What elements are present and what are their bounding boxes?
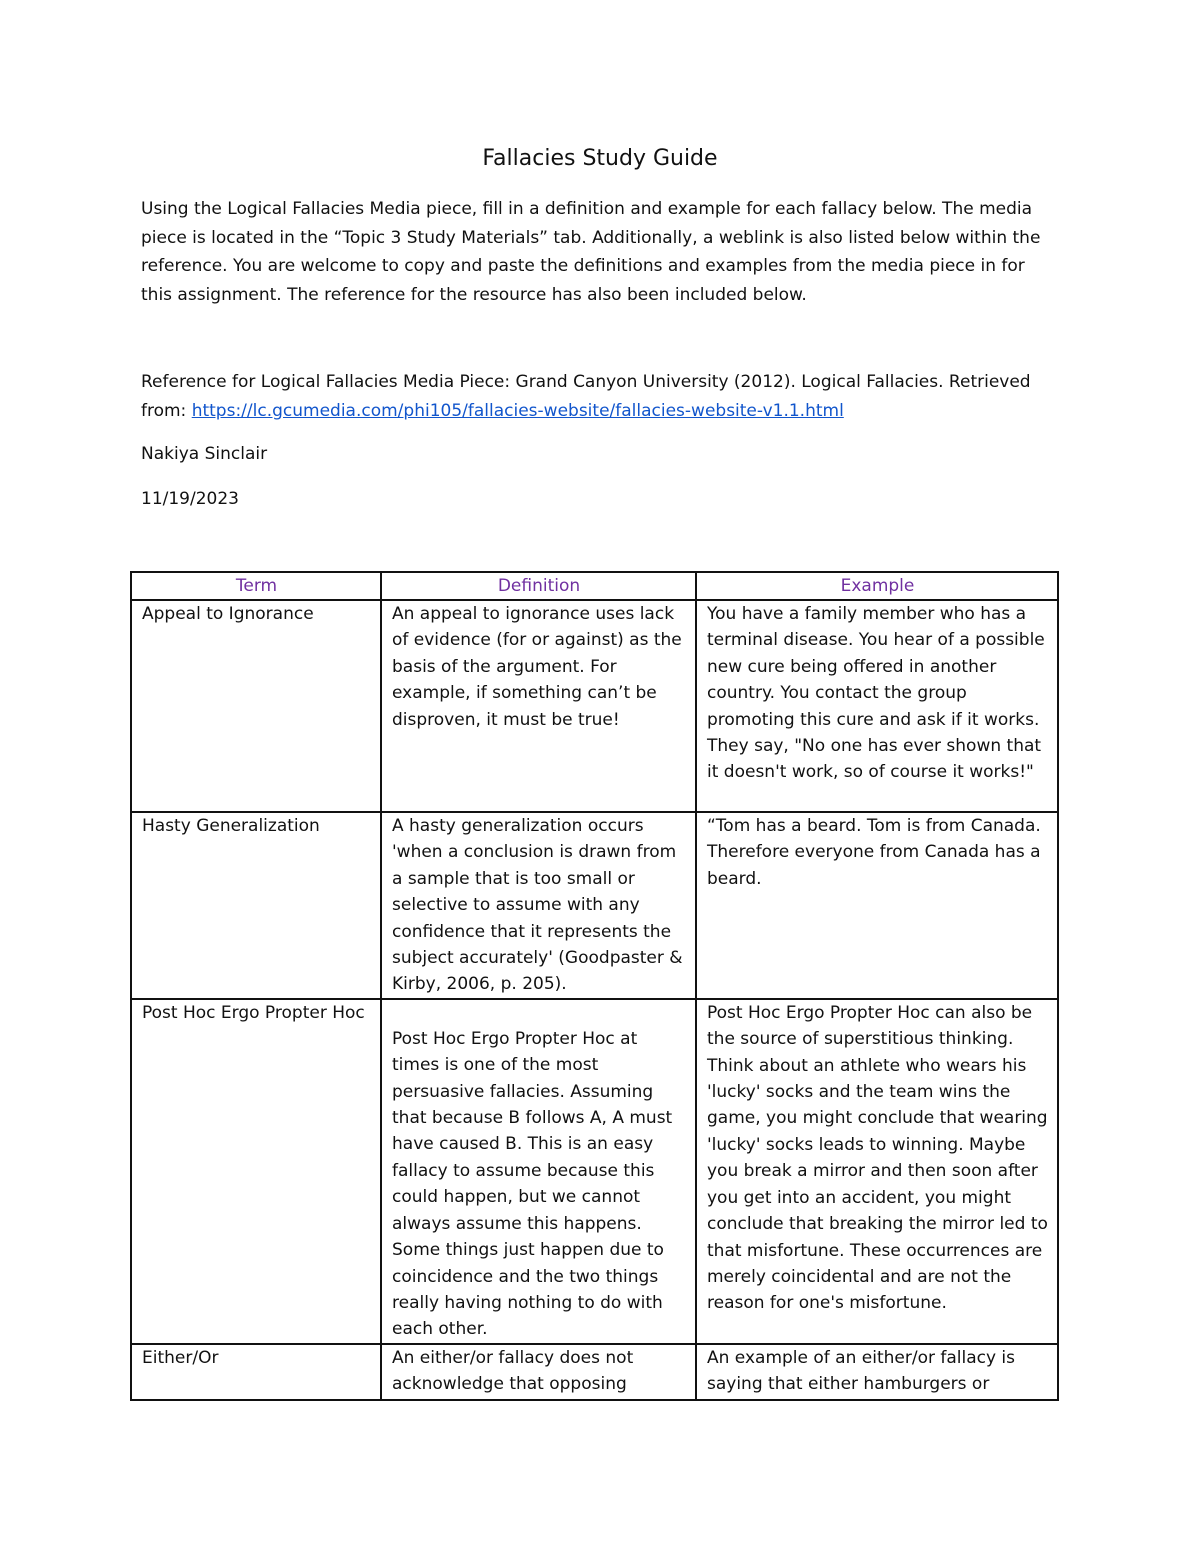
example-cell: You have a family member who has a terminal disease. You hear of a possible new cure being offered in another country. You contact the group promoting this cure and ask if it works. They say, "No one has ever shown that it doesn't work, so of course it works!" bbox=[696, 600, 1058, 812]
table-header-row bbox=[131, 572, 1058, 600]
cell-spacer bbox=[392, 1000, 686, 1026]
example-cell: An example of an either/or fallacy is saying that either hamburgers or bbox=[696, 1344, 1058, 1400]
reference-paragraph bbox=[141, 368, 1061, 425]
term-cell: Post Hoc Ergo Propter Hoc bbox=[131, 999, 381, 1344]
reference-link[interactable]: https://lc.gcumedia.com/phi105/fallacies-website/fallacies-website-v1.1.html bbox=[191, 400, 844, 421]
definition-cell bbox=[381, 999, 696, 1344]
header-term: Term bbox=[131, 572, 381, 600]
table-row bbox=[131, 600, 1058, 812]
term-cell: Either/Or bbox=[131, 1344, 381, 1400]
example-cell: “Tom has a beard. Tom is from Canada. Therefore everyone from Canada has a beard. bbox=[696, 812, 1058, 999]
term-cell: Appeal to Ignorance bbox=[131, 600, 381, 812]
definition-cell: An appeal to ignorance uses lack of evidence (for or against) as the basis of the argument. For example, if something can’t be disproven, it must be true! bbox=[381, 600, 696, 812]
definition-cell: An either/or fallacy does not acknowledge that opposing bbox=[381, 1344, 696, 1400]
definition-text: Post Hoc Ergo Propter Hoc at times is one of the most persuasive fallacies. Assuming that because B follows A, A must have caused B. This is an easy fallacy to assume because this could happen, but we cannot always assume this happens. Some things just happen due to coincidence and the two things really having nothing to do with each other. bbox=[392, 1028, 673, 1340]
fallacies-table bbox=[130, 571, 1059, 1401]
document-title: Fallacies Study Guide bbox=[482, 146, 718, 171]
instructions-paragraph bbox=[141, 195, 1061, 309]
document-date: 11/19/2023 bbox=[141, 489, 239, 509]
table-row bbox=[131, 1344, 1058, 1400]
header-example: Example bbox=[696, 572, 1058, 600]
author-name: Nakiya Sinclair bbox=[141, 444, 268, 464]
example-cell: Post Hoc Ergo Propter Hoc can also be the source of superstitious thinking. Think about an athlete who wears his 'lucky' socks and the team wins the game, you might conclude that wearing 'lucky' socks leads to winning. Maybe you break a mirror and then soon after you get into an accident, you might conclude that breaking the mirror led to that misfortune. These occurrences are merely coincidental and are not the reason for one's misfortune. bbox=[696, 999, 1058, 1344]
table-row bbox=[131, 999, 1058, 1344]
table-row bbox=[131, 812, 1058, 999]
definition-cell: A hasty generalization occurs 'when a conclusion is drawn from a sample that is too small or selective to assume with any confidence that it represents the subject accurately' (Goodpaster & Kirby, 2006, p. 205). bbox=[381, 812, 696, 999]
reference-text: Reference for Logical Fallacies Media Piece: Grand Canyon University (2012). Logical Fallacies. Retrieved from: bbox=[141, 372, 1031, 421]
instructions-text: Using the Logical Fallacies Media piece, fill in a definition and example for each fallacy below. The media piece is located in the “Topic 3 Study Materials” tab. Additionally, a weblink is also listed below within the reference. You are welcome to copy and paste the definitions and examples from the media piece in for this assignment. The reference for the resource has also been included below. bbox=[141, 199, 1041, 305]
header-definition: Definition bbox=[381, 572, 696, 600]
term-cell: Hasty Generalization bbox=[131, 812, 381, 999]
